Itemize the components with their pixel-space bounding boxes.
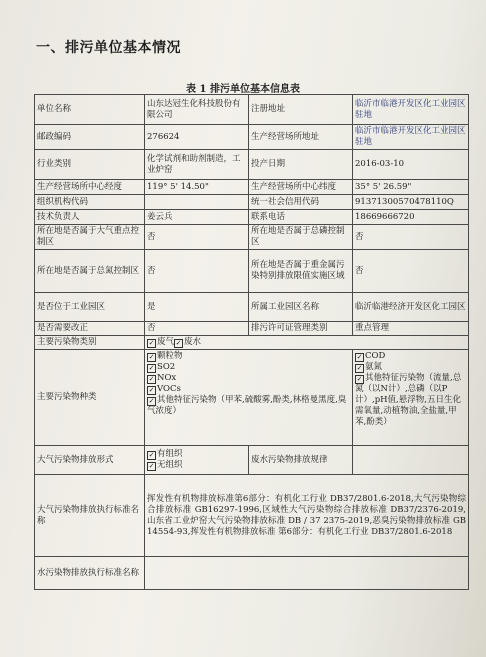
cell-value: 临沂市临港开发区化工业园区驻地 — [353, 125, 469, 150]
checkbox-option: ✓ NOx — [147, 373, 350, 384]
table-row — [35, 336, 469, 350]
cell-label: 单位名称 — [35, 95, 145, 125]
cell-value: 否 — [353, 225, 469, 250]
cell-value: 重点管理 — [353, 322, 469, 336]
checkbox-unorganized: ✓ 无组织 — [147, 460, 246, 471]
cell-label: 是否位于工业园区 — [35, 293, 145, 322]
cell-label: 生产经营场所中心经度 — [35, 180, 145, 195]
checkbox-option: ✓ SO2 — [147, 362, 350, 373]
cell-label: 大气污染物排放形式 — [35, 446, 145, 475]
cell-value — [145, 557, 469, 590]
cell-label: 主要污染物种类 — [35, 350, 145, 446]
cell-value — [353, 446, 469, 475]
checkbox-organized: ✓ 有组织 — [147, 449, 246, 460]
cell-label: 投产日期 — [249, 150, 353, 180]
checkbox-option: ✓ VOCs — [147, 384, 350, 395]
table-row — [35, 195, 469, 210]
cell-value: 挥发性有机物排放标准第6部分：有机化工行业 DB37/2801.6-2018,大气污染物综合排放标准 GB16297-1996,区域性大气污染物综合排放标准 DB37/2376-2019, 山东省工业炉窑大气污染物排放标准 DB / 37 2375-2019,恶臭污染物排放标准 GB 14554-93,挥发性有机物排放标准 第6部分：有机化工行业 DB37/2801.6-2018 — [145, 475, 469, 557]
checkbox-option: ✓ 其他特征污染物（流量,总氮（以N计）,总磷（以P计）,pH值,悬浮物,五日生化需氧量,动植物油,全盐量,甲苯,酚类） — [355, 373, 466, 428]
checkbox-option: ✓ 颗粒物 — [147, 351, 350, 362]
cell-label: 技术负责人 — [35, 210, 145, 225]
checkbox-option: ✓ 其他特征污染物（甲苯,硫酸雾,酚类,林格曼黑度,臭气浓度） — [147, 395, 350, 417]
cell-value: 山东达冠生化科技股份有限公司 — [145, 95, 249, 125]
cell-value: 是 — [145, 293, 249, 322]
cell-label: 统一社会信用代码 — [249, 195, 353, 210]
cell-label: 水污染物排放执行标准名称 — [35, 557, 145, 590]
cell-value: 否 — [353, 250, 469, 293]
checkbox-waste-gas: ✓ 废气 — [147, 337, 174, 347]
checkbox-option: ✓ COD — [355, 351, 466, 362]
cell-label: 所在地是否属于总磷控制区 — [249, 225, 353, 250]
cell-value: 119° 5' 14.50" — [145, 180, 249, 195]
cell-value: 临沂临港经济开发区化工园区 — [353, 293, 469, 322]
table-row — [35, 557, 469, 590]
cell-label: 注册地址 — [249, 95, 353, 125]
cell-value — [145, 195, 249, 210]
table-row — [35, 225, 469, 250]
cell-value: 否 — [145, 250, 249, 293]
cell-value: 姜云兵 — [145, 210, 249, 225]
cell-label: 生产经营场所地址 — [249, 125, 353, 150]
cell-label: 废水污染物排放规律 — [249, 446, 353, 475]
cell-value: 276624 — [145, 125, 249, 150]
cell-value: 否 — [145, 322, 249, 336]
cell-value: 否 — [145, 225, 249, 250]
table-row — [35, 475, 469, 557]
table-row — [35, 210, 469, 225]
cell-label: 主要污染物类别 — [35, 336, 145, 350]
cell-label: 联系电话 — [249, 210, 353, 225]
table-row — [35, 95, 469, 125]
cell-water-pollutants — [353, 350, 469, 446]
checkbox-option: ✓ 氨氮 — [355, 362, 466, 373]
table-row — [35, 350, 469, 446]
cell-value: 91371300570478110Q — [353, 195, 469, 210]
cell-label: 大气污染物排放执行标准名称 — [35, 475, 145, 557]
checkbox-waste-water: ✓ 废水 — [174, 337, 201, 347]
cell-value: 2016-03-10 — [353, 150, 469, 180]
cell-value: 化学试剂和助剂制造，工业炉窑 — [145, 150, 249, 180]
cell-label: 所在地是否属于重金属污染特别排放限值实施区域 — [249, 250, 353, 293]
table-caption: 表 1 排污单位基本信息表 — [186, 84, 300, 95]
cell-value: 35° 5' 26.59" — [353, 180, 469, 195]
cell-label: 是否需要改正 — [35, 322, 145, 336]
basic-info-table — [34, 94, 469, 590]
cell-label: 行业类别 — [35, 150, 145, 180]
table-row — [35, 150, 469, 180]
table-row — [35, 180, 469, 195]
cell-label: 所在地是否属于大气重点控制区 — [35, 225, 145, 250]
table-row — [35, 446, 469, 475]
table-row — [35, 125, 469, 150]
cell-label: 所在地是否属于总氮控制区 — [35, 250, 145, 293]
cell-label: 排污许可证管理类别 — [249, 322, 353, 336]
cell-value — [145, 446, 249, 475]
cell-label: 生产经营场所中心纬度 — [249, 180, 353, 195]
cell-value — [145, 336, 469, 350]
cell-value: 临沂市临港开发区化工业园区驻地 — [353, 95, 469, 125]
cell-air-pollutants — [145, 350, 353, 446]
table-row — [35, 293, 469, 322]
cell-label: 组织机构代码 — [35, 195, 145, 210]
table-row — [35, 250, 469, 293]
table-row — [35, 322, 469, 336]
cell-label: 所属工业园区名称 — [249, 293, 353, 322]
section-heading: 一、排污单位基本情况 — [36, 40, 181, 56]
cell-label: 邮政编码 — [35, 125, 145, 150]
cell-value: 18669666720 — [353, 210, 469, 225]
